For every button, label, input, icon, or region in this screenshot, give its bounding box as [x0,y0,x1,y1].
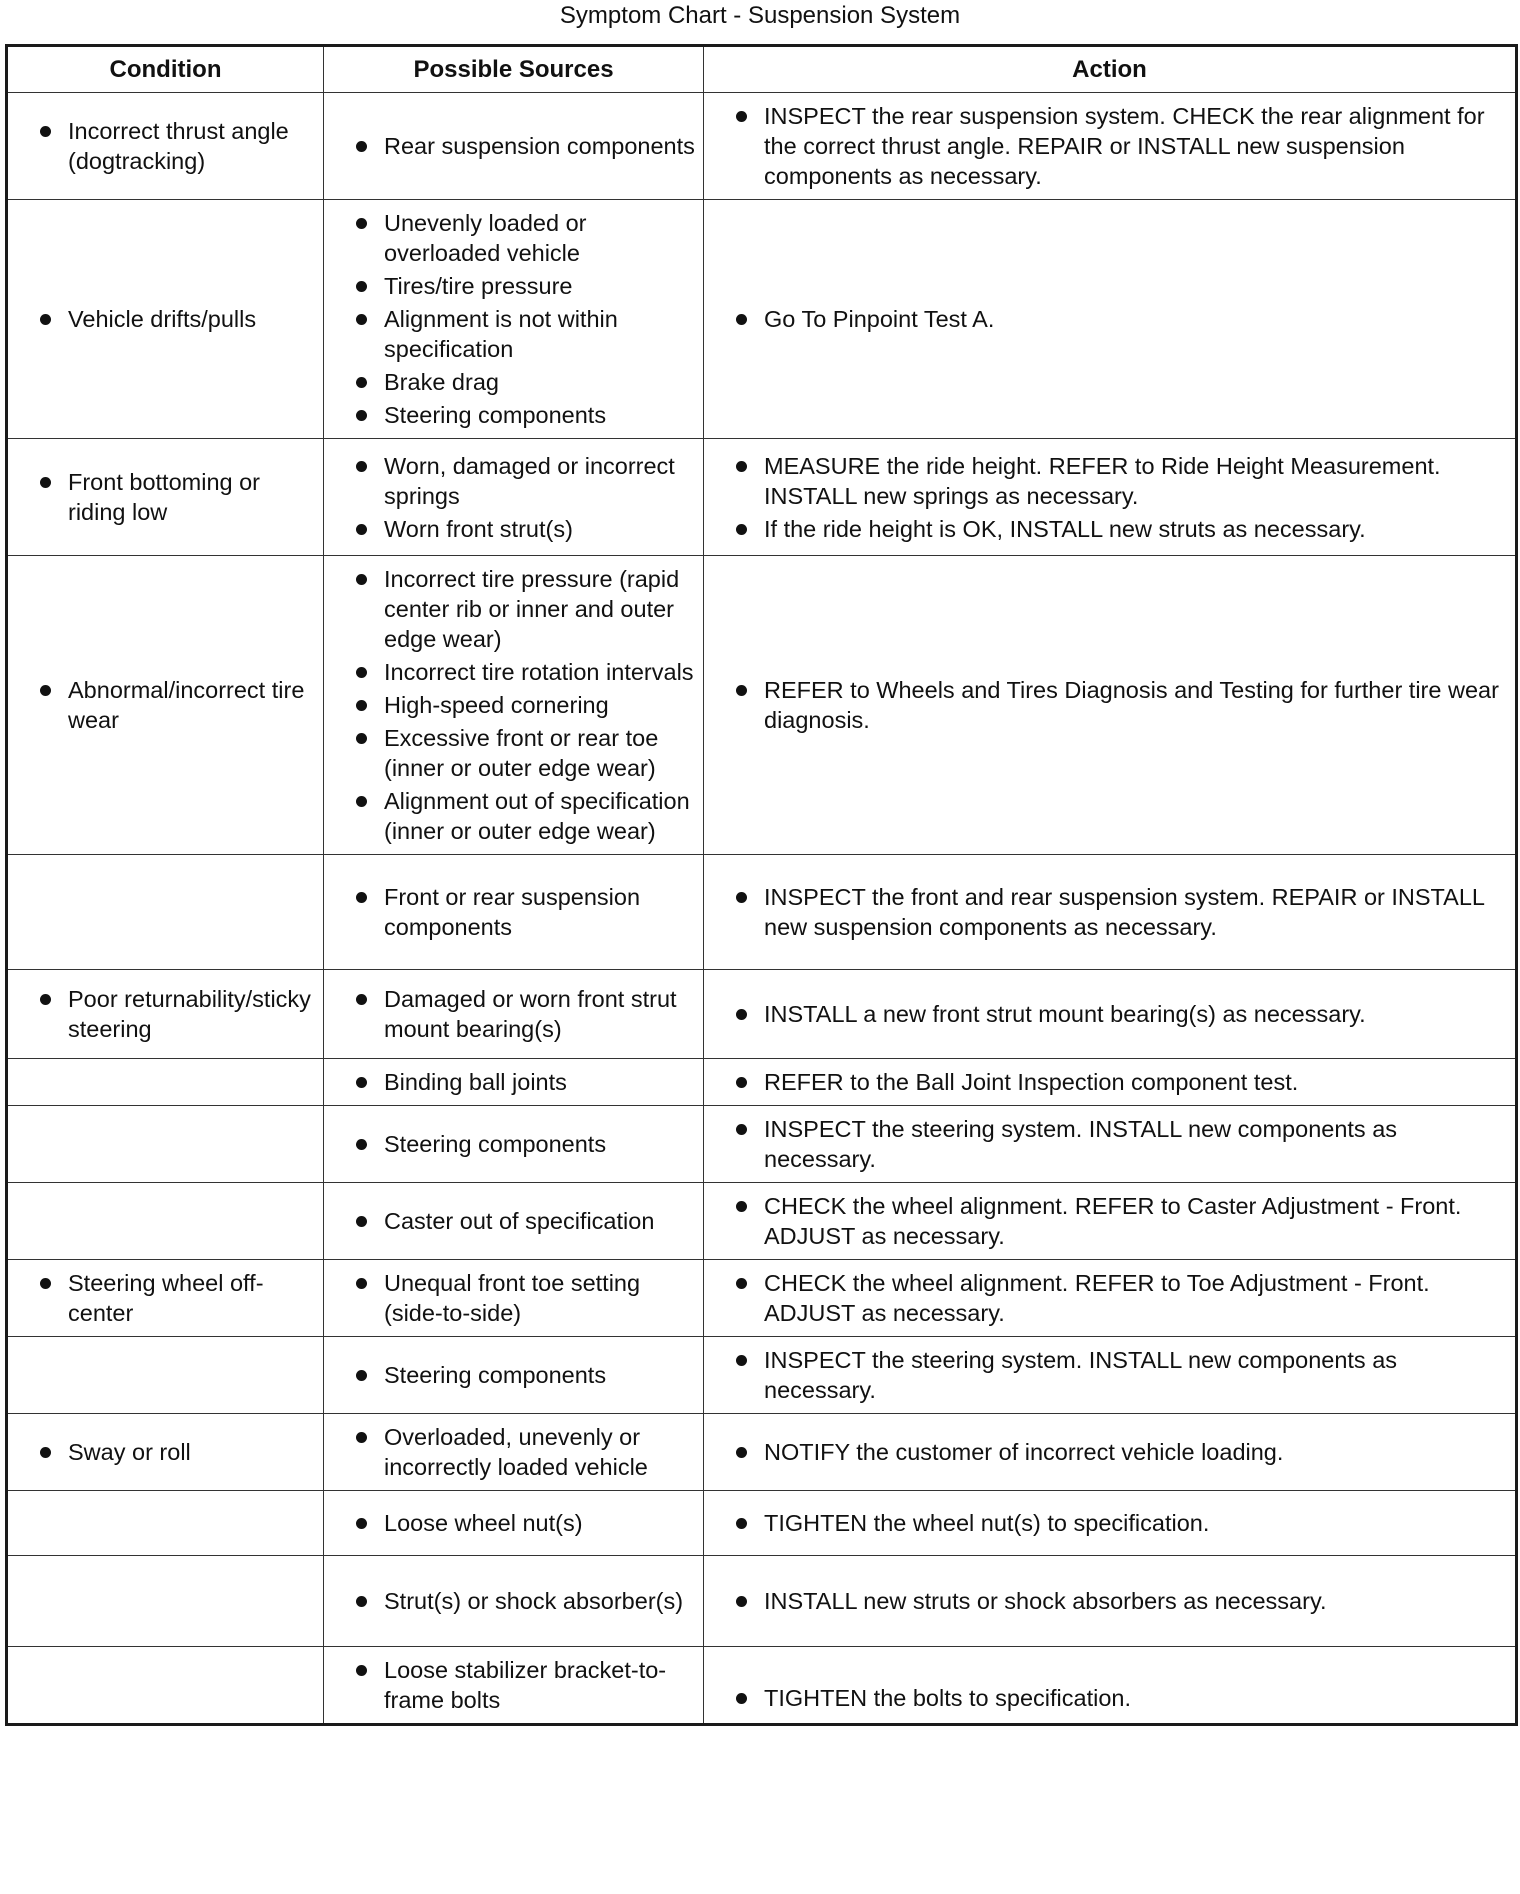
table-row [7,439,1517,556]
bullet-item: TIGHTEN the wheel nut(s) to specification. [734,1508,1509,1538]
action-cell [704,1491,1517,1556]
table-header-row [7,46,1517,93]
possible-sources-cell-list [354,1422,697,1482]
bullet-item: Worn, damaged or incorrect springs [354,451,697,511]
bullet-item: Worn front strut(s) [354,514,697,544]
action-cell-list [734,1114,1509,1174]
bullet-item: Rear suspension components [354,131,697,161]
action-cell-list [734,1437,1509,1467]
table-row [7,1647,1517,1725]
possible-sources-cell-list [354,564,697,846]
bullet-item: Steering components [354,400,697,430]
action-cell [704,1556,1517,1647]
bullet-item: Caster out of specification [354,1206,697,1236]
bullet-item: Unequal front toe setting (side-to-side) [354,1268,697,1328]
bullet-item: INSTALL new struts or shock absorbers as necessary. [734,1586,1509,1616]
possible-sources-cell-list [354,1586,697,1616]
column-header-possible-sources: Possible Sources [324,46,704,93]
bullet-item: CHECK the wheel alignment. REFER to Toe Adjustment - Front. ADJUST as necessary. [734,1268,1509,1328]
possible-sources-cell [324,1647,704,1725]
action-cell-list [734,675,1509,735]
condition-cell [7,1059,324,1106]
possible-sources-cell [324,1491,704,1556]
bullet-item: REFER to the Ball Joint Inspection component test. [734,1067,1509,1097]
condition-cell [7,93,324,200]
table-row [7,1337,1517,1414]
bullet-item: Front bottoming or riding low [38,467,317,527]
bullet-item: NOTIFY the customer of incorrect vehicle loading. [734,1437,1509,1467]
action-cell [704,970,1517,1059]
possible-sources-cell-list [354,208,697,430]
bullet-item: Brake drag [354,367,697,397]
bullet-item: INSPECT the rear suspension system. CHECK the rear alignment for the correct thrust angle. REPAIR or INSTALL new suspension components as necessary. [734,101,1509,191]
possible-sources-cell [324,1106,704,1183]
possible-sources-cell [324,970,704,1059]
possible-sources-cell [324,1414,704,1491]
column-header-action: Action [704,46,1517,93]
action-cell [704,1414,1517,1491]
condition-cell-list [38,1437,317,1467]
table-row [7,1556,1517,1647]
possible-sources-cell-list [354,1655,697,1715]
possible-sources-cell [324,1059,704,1106]
bullet-item: If the ride height is OK, INSTALL new struts as necessary. [734,514,1509,544]
action-cell [704,855,1517,970]
condition-cell [7,1183,324,1260]
action-cell [704,1337,1517,1414]
action-cell-list [734,1345,1509,1405]
condition-cell-list [38,116,317,176]
condition-cell-list [38,467,317,527]
possible-sources-cell [324,200,704,439]
possible-sources-cell-list [354,1129,697,1159]
condition-cell [7,1337,324,1414]
bullet-item: Damaged or worn front strut mount bearing(s) [354,984,697,1044]
action-cell-list [734,1268,1509,1328]
action-cell [704,556,1517,855]
table-row [7,1106,1517,1183]
possible-sources-cell-list [354,1067,697,1097]
possible-sources-cell-list [354,131,697,161]
condition-cell [7,970,324,1059]
possible-sources-cell [324,556,704,855]
possible-sources-cell [324,1260,704,1337]
condition-cell-list [38,1268,317,1328]
possible-sources-cell-list [354,1360,697,1390]
column-header-condition: Condition [7,46,324,93]
table-row [7,1183,1517,1260]
bullet-item: Incorrect tire rotation intervals [354,657,697,687]
table-row [7,855,1517,970]
action-cell-list [734,304,1509,334]
action-cell [704,93,1517,200]
condition-cell-list [38,984,317,1044]
bullet-item: Binding ball joints [354,1067,697,1097]
action-cell [704,1647,1517,1725]
condition-cell [7,1260,324,1337]
action-cell [704,1260,1517,1337]
table-row [7,93,1517,200]
possible-sources-cell [324,439,704,556]
action-cell-list [734,1191,1509,1251]
table-row [7,970,1517,1059]
bullet-item: Steering components [354,1129,697,1159]
condition-cell [7,1106,324,1183]
action-cell [704,200,1517,439]
bullet-item: Incorrect thrust angle (dogtracking) [38,116,317,176]
bullet-item: Loose wheel nut(s) [354,1508,697,1538]
table-row [7,1414,1517,1491]
action-cell-list [734,101,1509,191]
bullet-item: Tires/tire pressure [354,271,697,301]
bullet-item: INSPECT the steering system. INSTALL new components as necessary. [734,1345,1509,1405]
bullet-item: Front or rear suspension components [354,882,697,942]
condition-cell [7,200,324,439]
possible-sources-cell [324,1183,704,1260]
bullet-item: Incorrect tire pressure (rapid center rib or inner and outer edge wear) [354,564,697,654]
action-cell-list [734,1508,1509,1538]
condition-cell [7,439,324,556]
table-row [7,200,1517,439]
action-cell-list [734,882,1509,942]
bullet-item: TIGHTEN the bolts to specification. [734,1683,1509,1713]
possible-sources-cell-list [354,984,697,1044]
action-cell [704,439,1517,556]
condition-cell [7,1414,324,1491]
table-row [7,1260,1517,1337]
bullet-item: CHECK the wheel alignment. REFER to Caster Adjustment - Front. ADJUST as necessary. [734,1191,1509,1251]
bullet-item: INSPECT the steering system. INSTALL new components as necessary. [734,1114,1509,1174]
action-cell-list [734,451,1509,544]
bullet-item: High-speed cornering [354,690,697,720]
condition-cell [7,855,324,970]
bullet-item: Poor returnability/sticky steering [38,984,317,1044]
possible-sources-cell [324,1337,704,1414]
condition-cell [7,1556,324,1647]
action-cell-list [734,1067,1509,1097]
bullet-item: Go To Pinpoint Test A. [734,304,1509,334]
condition-cell [7,1491,324,1556]
action-cell-list [734,1586,1509,1616]
bullet-item: Unevenly loaded or overloaded vehicle [354,208,697,268]
condition-cell-list [38,675,317,735]
page-title: Symptom Chart - Suspension System [559,2,961,29]
possible-sources-cell-list [354,882,697,942]
possible-sources-cell [324,1556,704,1647]
bullet-item: Excessive front or rear toe (inner or outer edge wear) [354,723,697,783]
bullet-item: MEASURE the ride height. REFER to Ride Height Measurement. INSTALL new springs as necessary. [734,451,1509,511]
bullet-item: INSTALL a new front strut mount bearing(s) as necessary. [734,999,1509,1029]
bullet-item: Steering wheel off-center [38,1268,317,1328]
possible-sources-cell [324,855,704,970]
bullet-item: Alignment out of specification (inner or outer edge wear) [354,786,697,846]
action-cell [704,1106,1517,1183]
table-row [7,556,1517,855]
bullet-item: Alignment is not within specification [354,304,697,364]
bullet-item: Steering components [354,1360,697,1390]
possible-sources-cell [324,93,704,200]
action-cell [704,1059,1517,1106]
table-row [7,1059,1517,1106]
possible-sources-cell-list [354,1268,697,1328]
table-row [7,1491,1517,1556]
possible-sources-cell-list [354,1206,697,1236]
bullet-item: INSPECT the front and rear suspension system. REPAIR or INSTALL new suspension components as necessary. [734,882,1509,942]
action-cell [704,1183,1517,1260]
action-cell-list [734,999,1509,1029]
bullet-item: Sway or roll [38,1437,317,1467]
bullet-item: Strut(s) or shock absorber(s) [354,1586,697,1616]
possible-sources-cell-list [354,1508,697,1538]
possible-sources-cell-list [354,451,697,544]
condition-cell-list [38,304,317,334]
bullet-item: Loose stabilizer bracket-to-frame bolts [354,1655,697,1715]
condition-cell [7,1647,324,1725]
action-cell-list [734,1683,1509,1713]
bullet-item: Abnormal/incorrect tire wear [38,675,317,735]
condition-cell [7,556,324,855]
bullet-item: Overloaded, unevenly or incorrectly loaded vehicle [354,1422,697,1482]
bullet-item: REFER to Wheels and Tires Diagnosis and Testing for further tire wear diagnosis. [734,675,1509,735]
bullet-item: Vehicle drifts/pulls [38,304,317,334]
symptom-chart-table [5,44,1518,1726]
